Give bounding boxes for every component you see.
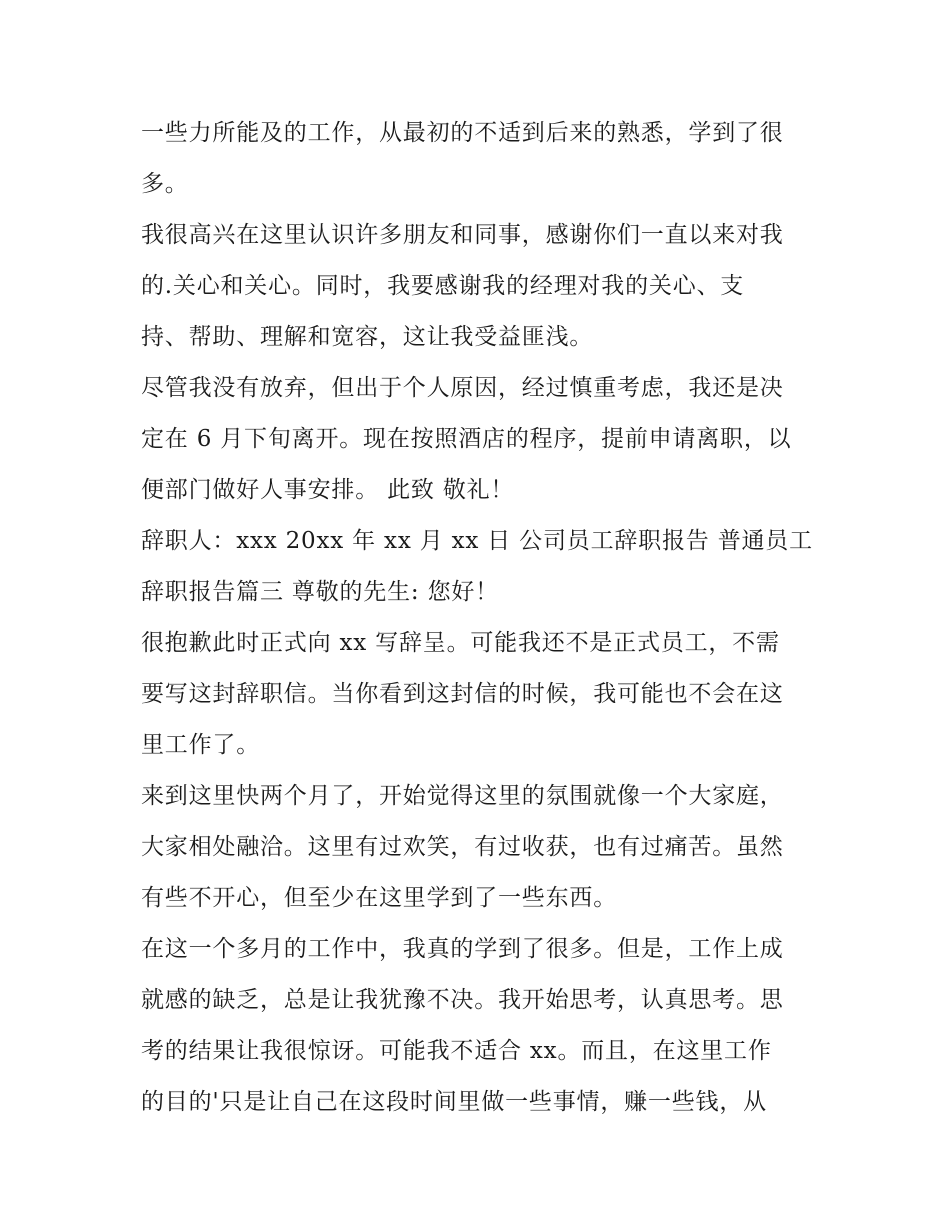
text-line: 一些力所能及的工作，从最初的不适到后来的熟悉，学到了很	[141, 120, 784, 146]
text-line: 辞职报告篇三 尊敬的先生: 您好！	[141, 579, 499, 605]
text-line: 很抱歉此时正式向 xx 写辞呈。可能我还不是正式员工，不需	[141, 630, 780, 656]
text-line: 考的结果让我很惊讶。可能我不适合 xx。而且，在这里工作	[141, 1038, 772, 1064]
text-line: 尽管我没有放弃，但出于个人原因，经过慎重考虑，我还是决	[141, 375, 784, 401]
text-line: 在这一个多月的工作中，我真的学到了很多。但是，工作上成	[141, 936, 784, 962]
text-line: 来到这里快两个月了，开始觉得这里的氛围就像一个大家庭，	[141, 783, 784, 809]
text-line: 多。	[141, 171, 189, 197]
text-line: 的.关心和关心。同时，我要感谢我的经理对我的关心、支	[141, 273, 745, 299]
text-line: 里工作了。	[141, 732, 260, 758]
document-body	[141, 108, 821, 1128]
text-line: 要写这封辞职信。当你看到这封信的时候，我可能也不会在这	[141, 681, 784, 707]
text-line: 就感的缺乏，总是让我犹豫不决。我开始思考，认真思考。思	[141, 987, 784, 1013]
text-line: 的目的'只是让自己在这段时间里做一些事情，赚一些钱，从	[141, 1089, 767, 1115]
text-line: 持、帮助、理解和宽容，这让我受益匪浅。	[141, 324, 594, 350]
text-line: 我很高兴在这里认识许多朋友和同事，感谢你们一直以来对我	[141, 222, 784, 248]
text-line: 定在 6 月下旬离开。现在按照酒店的程序，提前申请离职，以	[141, 426, 792, 452]
text-line: 大家相处融洽。这里有过欢笑，有过收获，也有过痛苦。虽然	[141, 834, 784, 860]
text-line: 辞职人：xxx 20xx 年 xx 月 xx 日 公司员工辞职报告 普通员工	[141, 528, 813, 554]
text-line: 便部门做好人事安排。 此致 敬礼！	[141, 477, 515, 503]
text-line: 有些不开心，但至少在这里学到了一些东西。	[141, 885, 617, 911]
